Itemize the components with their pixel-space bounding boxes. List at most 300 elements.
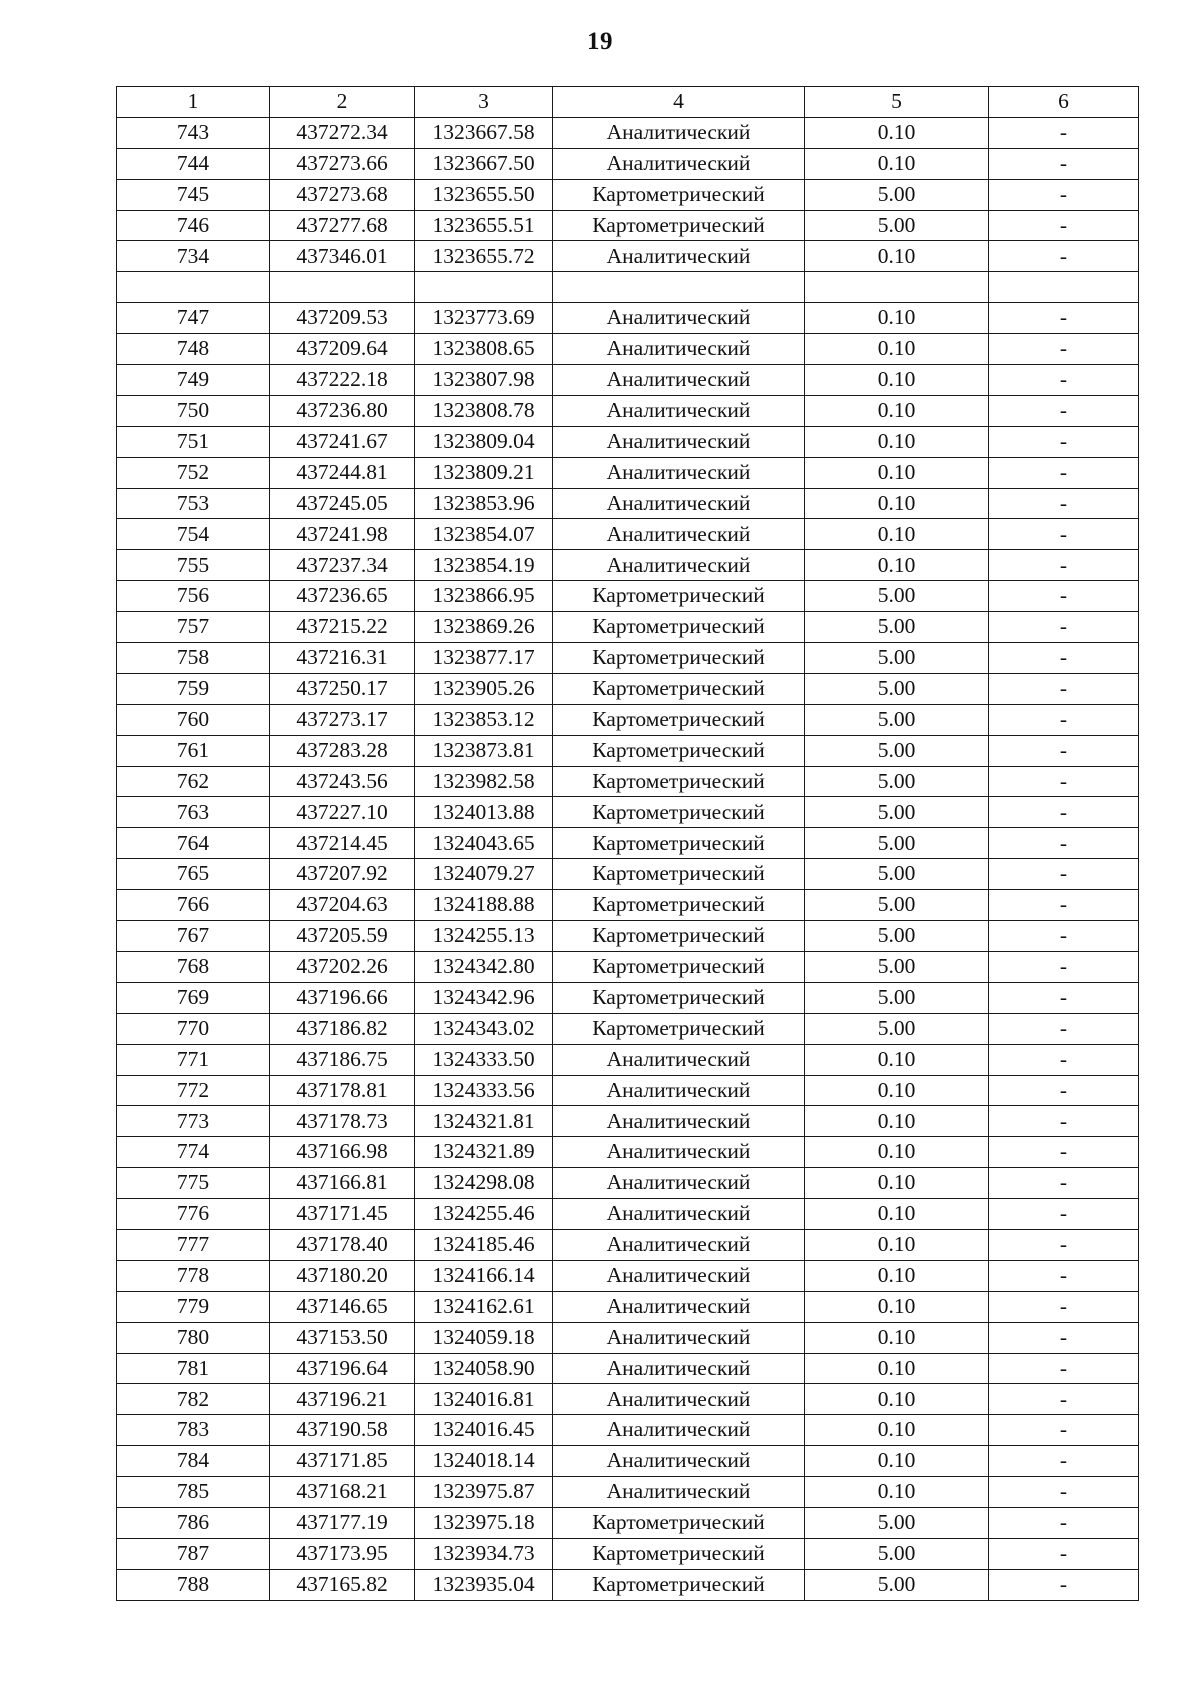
table-row	[117, 581, 1139, 612]
point-number-cell: 783	[117, 1415, 270, 1446]
x-coordinate-cell: 437209.53	[270, 303, 415, 334]
point-number-cell: 779	[117, 1291, 270, 1322]
x-coordinate-cell: 437178.81	[270, 1075, 415, 1106]
y-coordinate-cell: 1324321.89	[415, 1137, 553, 1168]
point-number-cell: 763	[117, 797, 270, 828]
table-row	[117, 1446, 1139, 1477]
y-coordinate-cell: 1323869.26	[415, 612, 553, 643]
accuracy-cell: 0.10	[805, 1199, 989, 1230]
method-cell: Аналитический	[553, 519, 805, 550]
method-cell: Картометрический	[553, 581, 805, 612]
method-cell: Картометрический	[553, 859, 805, 890]
table-row	[117, 1044, 1139, 1075]
table-row	[117, 1291, 1139, 1322]
accuracy-cell: 5.00	[805, 797, 989, 828]
point-number-cell: 766	[117, 890, 270, 921]
method-cell: Картометрический	[553, 1507, 805, 1538]
point-number-cell: 749	[117, 365, 270, 396]
accuracy-cell: 5.00	[805, 179, 989, 210]
table-row	[117, 859, 1139, 890]
x-coordinate-cell: 437180.20	[270, 1260, 415, 1291]
accuracy-cell: 5.00	[805, 921, 989, 952]
table-row	[117, 735, 1139, 766]
note-cell: -	[989, 735, 1139, 766]
note-cell: -	[989, 1415, 1139, 1446]
note-cell: -	[989, 704, 1139, 735]
method-cell: Картометрический	[553, 1013, 805, 1044]
point-number-cell: 773	[117, 1106, 270, 1137]
table-row	[117, 179, 1139, 210]
y-coordinate-cell: 1324079.27	[415, 859, 553, 890]
accuracy-cell: 0.10	[805, 1477, 989, 1508]
table-row	[117, 1415, 1139, 1446]
method-cell: Картометрический	[553, 797, 805, 828]
x-coordinate-cell: 437215.22	[270, 612, 415, 643]
y-coordinate-cell: 1324016.45	[415, 1415, 553, 1446]
method-cell: Аналитический	[553, 334, 805, 365]
y-coordinate-cell: 1323809.21	[415, 457, 553, 488]
y-coordinate-cell: 1324059.18	[415, 1322, 553, 1353]
accuracy-cell: 5.00	[805, 1569, 989, 1600]
y-coordinate-cell: 1323854.07	[415, 519, 553, 550]
point-number-cell: 748	[117, 334, 270, 365]
table-row	[117, 395, 1139, 426]
x-coordinate-cell: 437168.21	[270, 1477, 415, 1508]
y-coordinate-cell: 1323975.87	[415, 1477, 553, 1508]
y-coordinate-cell: 1324162.61	[415, 1291, 553, 1322]
table-row	[117, 1507, 1139, 1538]
table-row	[117, 1013, 1139, 1044]
accuracy-cell: 0.10	[805, 117, 989, 148]
point-number-cell: 756	[117, 581, 270, 612]
note-cell: -	[989, 395, 1139, 426]
point-number-cell: 768	[117, 951, 270, 982]
header-row	[117, 87, 1139, 118]
table-row	[117, 1477, 1139, 1508]
note-cell: -	[989, 179, 1139, 210]
point-number-cell: 774	[117, 1137, 270, 1168]
table-row	[117, 334, 1139, 365]
accuracy-cell: 5.00	[805, 951, 989, 982]
method-cell: Аналитический	[553, 488, 805, 519]
y-coordinate-cell: 1323667.50	[415, 148, 553, 179]
x-coordinate-cell: 437214.45	[270, 828, 415, 859]
point-number-cell: 786	[117, 1507, 270, 1538]
point-number-cell: 776	[117, 1199, 270, 1230]
accuracy-cell: 5.00	[805, 210, 989, 241]
table-row	[117, 673, 1139, 704]
x-coordinate-cell	[270, 272, 415, 303]
accuracy-cell: 0.10	[805, 1168, 989, 1199]
x-coordinate-cell: 437237.34	[270, 550, 415, 581]
y-coordinate-cell: 1323808.78	[415, 395, 553, 426]
note-cell: -	[989, 766, 1139, 797]
x-coordinate-cell: 437177.19	[270, 1507, 415, 1538]
point-number-cell: 765	[117, 859, 270, 890]
x-coordinate-cell: 437250.17	[270, 673, 415, 704]
method-cell: Картометрический	[553, 921, 805, 952]
note-cell: -	[989, 303, 1139, 334]
method-cell: Аналитический	[553, 1415, 805, 1446]
y-coordinate-cell: 1324321.81	[415, 1106, 553, 1137]
note-cell: -	[989, 581, 1139, 612]
point-number-cell: 761	[117, 735, 270, 766]
table-row	[117, 766, 1139, 797]
table-row	[117, 1260, 1139, 1291]
point-number-cell: 782	[117, 1384, 270, 1415]
x-coordinate-cell: 437196.66	[270, 982, 415, 1013]
y-coordinate-cell: 1324342.80	[415, 951, 553, 982]
table-row	[117, 117, 1139, 148]
x-coordinate-cell: 437178.73	[270, 1106, 415, 1137]
y-coordinate-cell: 1324342.96	[415, 982, 553, 1013]
accuracy-cell: 0.10	[805, 488, 989, 519]
note-cell: -	[989, 519, 1139, 550]
accuracy-cell: 5.00	[805, 673, 989, 704]
y-coordinate-cell: 1324255.13	[415, 921, 553, 952]
point-number-cell: 775	[117, 1168, 270, 1199]
note-cell: -	[989, 643, 1139, 674]
table-row	[117, 1353, 1139, 1384]
point-number-cell: 778	[117, 1260, 270, 1291]
point-number-cell: 755	[117, 550, 270, 581]
accuracy-cell: 0.10	[805, 1044, 989, 1075]
accuracy-cell: 0.10	[805, 1446, 989, 1477]
point-number-cell: 751	[117, 426, 270, 457]
point-number-cell: 759	[117, 673, 270, 704]
method-cell: Картометрический	[553, 766, 805, 797]
method-cell: Аналитический	[553, 117, 805, 148]
note-cell: -	[989, 241, 1139, 272]
method-cell: Аналитический	[553, 1137, 805, 1168]
method-cell: Аналитический	[553, 303, 805, 334]
method-cell: Аналитический	[553, 457, 805, 488]
table-row	[117, 241, 1139, 272]
method-cell: Картометрический	[553, 735, 805, 766]
x-coordinate-cell: 437165.82	[270, 1569, 415, 1600]
y-coordinate-cell: 1324333.50	[415, 1044, 553, 1075]
table-row	[117, 550, 1139, 581]
x-coordinate-cell: 437166.81	[270, 1168, 415, 1199]
accuracy-cell: 5.00	[805, 890, 989, 921]
accuracy-cell: 0.10	[805, 334, 989, 365]
x-coordinate-cell: 437272.34	[270, 117, 415, 148]
table-row	[117, 1168, 1139, 1199]
y-coordinate-cell: 1323853.12	[415, 704, 553, 735]
column-header: 5	[805, 87, 989, 118]
x-coordinate-cell: 437171.85	[270, 1446, 415, 1477]
x-coordinate-cell: 437346.01	[270, 241, 415, 272]
note-cell: -	[989, 334, 1139, 365]
x-coordinate-cell: 437207.92	[270, 859, 415, 890]
x-coordinate-cell: 437241.67	[270, 426, 415, 457]
point-number-cell: 772	[117, 1075, 270, 1106]
accuracy-cell: 0.10	[805, 457, 989, 488]
x-coordinate-cell: 437236.65	[270, 581, 415, 612]
note-cell: -	[989, 1538, 1139, 1569]
x-coordinate-cell: 437273.66	[270, 148, 415, 179]
table-row	[117, 1384, 1139, 1415]
point-number-cell: 745	[117, 179, 270, 210]
point-number-cell: 771	[117, 1044, 270, 1075]
x-coordinate-cell: 437186.75	[270, 1044, 415, 1075]
table-row	[117, 1538, 1139, 1569]
point-number-cell: 787	[117, 1538, 270, 1569]
note-cell: -	[989, 117, 1139, 148]
coordinates-table	[116, 86, 1139, 1601]
point-number-cell: 752	[117, 457, 270, 488]
accuracy-cell: 0.10	[805, 148, 989, 179]
accuracy-cell: 0.10	[805, 1260, 989, 1291]
table-body	[117, 117, 1139, 1600]
method-cell: Картометрический	[553, 704, 805, 735]
method-cell: Аналитический	[553, 550, 805, 581]
accuracy-cell: 0.10	[805, 241, 989, 272]
method-cell: Картометрический	[553, 612, 805, 643]
table-row	[117, 148, 1139, 179]
note-cell: -	[989, 1291, 1139, 1322]
y-coordinate-cell: 1324255.46	[415, 1199, 553, 1230]
method-cell: Аналитический	[553, 1291, 805, 1322]
point-number-cell: 734	[117, 241, 270, 272]
x-coordinate-cell: 437205.59	[270, 921, 415, 952]
note-cell: -	[989, 1569, 1139, 1600]
method-cell: Аналитический	[553, 1106, 805, 1137]
point-number-cell: 781	[117, 1353, 270, 1384]
table-row	[117, 1137, 1139, 1168]
accuracy-cell: 5.00	[805, 581, 989, 612]
y-coordinate-cell: 1323866.95	[415, 581, 553, 612]
note-cell: -	[989, 1106, 1139, 1137]
note-cell: -	[989, 859, 1139, 890]
accuracy-cell: 0.10	[805, 365, 989, 396]
y-coordinate-cell: 1324018.14	[415, 1446, 553, 1477]
accuracy-cell: 0.10	[805, 1291, 989, 1322]
y-coordinate-cell: 1323655.50	[415, 179, 553, 210]
accuracy-cell: 0.10	[805, 1229, 989, 1260]
point-number-cell: 769	[117, 982, 270, 1013]
x-coordinate-cell: 437190.58	[270, 1415, 415, 1446]
y-coordinate-cell: 1323809.04	[415, 426, 553, 457]
method-cell: Аналитический	[553, 426, 805, 457]
note-cell: -	[989, 921, 1139, 952]
y-coordinate-cell: 1323807.98	[415, 365, 553, 396]
x-coordinate-cell: 437227.10	[270, 797, 415, 828]
accuracy-cell: 5.00	[805, 859, 989, 890]
point-number-cell: 758	[117, 643, 270, 674]
note-cell: -	[989, 1013, 1139, 1044]
accuracy-cell: 5.00	[805, 735, 989, 766]
table-row	[117, 1229, 1139, 1260]
method-cell: Аналитический	[553, 365, 805, 396]
point-number-cell: 780	[117, 1322, 270, 1353]
method-cell: Аналитический	[553, 1353, 805, 1384]
note-cell: -	[989, 457, 1139, 488]
note-cell: -	[989, 612, 1139, 643]
y-coordinate-cell: 1323773.69	[415, 303, 553, 334]
y-coordinate-cell: 1324058.90	[415, 1353, 553, 1384]
accuracy-cell: 5.00	[805, 643, 989, 674]
table-row	[117, 612, 1139, 643]
point-number-cell: 746	[117, 210, 270, 241]
note-cell: -	[989, 951, 1139, 982]
note-cell: -	[989, 210, 1139, 241]
y-coordinate-cell: 1324016.81	[415, 1384, 553, 1415]
y-coordinate-cell: 1323935.04	[415, 1569, 553, 1600]
method-cell: Аналитический	[553, 1199, 805, 1230]
y-coordinate-cell: 1323905.26	[415, 673, 553, 704]
note-cell: -	[989, 550, 1139, 581]
x-coordinate-cell: 437243.56	[270, 766, 415, 797]
x-coordinate-cell: 437222.18	[270, 365, 415, 396]
note-cell: -	[989, 1384, 1139, 1415]
accuracy-cell: 0.10	[805, 395, 989, 426]
accuracy-cell: 0.10	[805, 1137, 989, 1168]
point-number-cell: 753	[117, 488, 270, 519]
accuracy-cell: 5.00	[805, 828, 989, 859]
accuracy-cell: 0.10	[805, 550, 989, 581]
method-cell: Картометрический	[553, 1538, 805, 1569]
note-cell: -	[989, 1075, 1139, 1106]
method-cell: Аналитический	[553, 1229, 805, 1260]
accuracy-cell: 5.00	[805, 704, 989, 735]
table-row	[117, 643, 1139, 674]
accuracy-cell: 0.10	[805, 1106, 989, 1137]
accuracy-cell: 0.10	[805, 303, 989, 334]
point-number-cell: 744	[117, 148, 270, 179]
note-cell: -	[989, 1137, 1139, 1168]
table-row	[117, 303, 1139, 334]
table-row	[117, 982, 1139, 1013]
method-cell: Аналитический	[553, 148, 805, 179]
y-coordinate-cell: 1323873.81	[415, 735, 553, 766]
table-row	[117, 272, 1139, 303]
note-cell: -	[989, 1322, 1139, 1353]
column-header: 4	[553, 87, 805, 118]
y-coordinate-cell: 1323667.58	[415, 117, 553, 148]
accuracy-cell: 5.00	[805, 1507, 989, 1538]
note-cell: -	[989, 488, 1139, 519]
y-coordinate-cell: 1323655.51	[415, 210, 553, 241]
method-cell: Картометрический	[553, 643, 805, 674]
note-cell: -	[989, 1168, 1139, 1199]
x-coordinate-cell: 437196.21	[270, 1384, 415, 1415]
x-coordinate-cell: 437245.05	[270, 488, 415, 519]
x-coordinate-cell: 437173.95	[270, 1538, 415, 1569]
x-coordinate-cell: 437196.64	[270, 1353, 415, 1384]
point-number-cell: 764	[117, 828, 270, 859]
note-cell: -	[989, 1446, 1139, 1477]
note-cell: -	[989, 1229, 1139, 1260]
note-cell: -	[989, 673, 1139, 704]
x-coordinate-cell: 437273.17	[270, 704, 415, 735]
note-cell: -	[989, 1044, 1139, 1075]
y-coordinate-cell: 1323982.58	[415, 766, 553, 797]
method-cell: Картометрический	[553, 210, 805, 241]
accuracy-cell: 5.00	[805, 1013, 989, 1044]
table-row	[117, 951, 1139, 982]
note-cell: -	[989, 797, 1139, 828]
y-coordinate-cell: 1323854.19	[415, 550, 553, 581]
note-cell: -	[989, 890, 1139, 921]
method-cell: Аналитический	[553, 395, 805, 426]
method-cell: Картометрический	[553, 828, 805, 859]
table-row	[117, 457, 1139, 488]
y-coordinate-cell: 1324166.14	[415, 1260, 553, 1291]
x-coordinate-cell: 437204.63	[270, 890, 415, 921]
table-row	[117, 704, 1139, 735]
accuracy-cell: 0.10	[805, 1384, 989, 1415]
point-number-cell: 743	[117, 117, 270, 148]
method-cell: Картометрический	[553, 951, 805, 982]
accuracy-cell: 0.10	[805, 1075, 989, 1106]
method-cell: Аналитический	[553, 1168, 805, 1199]
point-number-cell: 760	[117, 704, 270, 735]
method-cell: Аналитический	[553, 1075, 805, 1106]
note-cell: -	[989, 1199, 1139, 1230]
x-coordinate-cell: 437244.81	[270, 457, 415, 488]
accuracy-cell: 5.00	[805, 766, 989, 797]
accuracy-cell: 0.10	[805, 426, 989, 457]
point-number-cell: 767	[117, 921, 270, 952]
method-cell: Картометрический	[553, 982, 805, 1013]
point-number-cell: 750	[117, 395, 270, 426]
y-coordinate-cell: 1324013.88	[415, 797, 553, 828]
method-cell: Аналитический	[553, 241, 805, 272]
y-coordinate-cell: 1324333.56	[415, 1075, 553, 1106]
table-row	[117, 1075, 1139, 1106]
method-cell: Аналитический	[553, 1322, 805, 1353]
y-coordinate-cell: 1323853.96	[415, 488, 553, 519]
table-row	[117, 1106, 1139, 1137]
x-coordinate-cell: 437146.65	[270, 1291, 415, 1322]
note-cell: -	[989, 365, 1139, 396]
point-number-cell	[117, 272, 270, 303]
method-cell: Картометрический	[553, 673, 805, 704]
note-cell: -	[989, 982, 1139, 1013]
accuracy-cell: 5.00	[805, 612, 989, 643]
y-coordinate-cell: 1324343.02	[415, 1013, 553, 1044]
x-coordinate-cell: 437209.64	[270, 334, 415, 365]
y-coordinate-cell: 1324043.65	[415, 828, 553, 859]
x-coordinate-cell: 437153.50	[270, 1322, 415, 1353]
y-coordinate-cell: 1323934.73	[415, 1538, 553, 1569]
accuracy-cell: 0.10	[805, 1322, 989, 1353]
point-number-cell: 757	[117, 612, 270, 643]
note-cell: -	[989, 1353, 1139, 1384]
y-coordinate-cell	[415, 272, 553, 303]
point-number-cell: 784	[117, 1446, 270, 1477]
method-cell: Аналитический	[553, 1044, 805, 1075]
x-coordinate-cell: 437277.68	[270, 210, 415, 241]
method-cell: Аналитический	[553, 1446, 805, 1477]
accuracy-cell: 0.10	[805, 519, 989, 550]
x-coordinate-cell: 437202.26	[270, 951, 415, 982]
x-coordinate-cell: 437171.45	[270, 1199, 415, 1230]
column-header: 6	[989, 87, 1139, 118]
table-row	[117, 210, 1139, 241]
y-coordinate-cell: 1324188.88	[415, 890, 553, 921]
x-coordinate-cell: 437236.80	[270, 395, 415, 426]
point-number-cell: 747	[117, 303, 270, 334]
column-header: 3	[415, 87, 553, 118]
table-row	[117, 921, 1139, 952]
note-cell: -	[989, 1260, 1139, 1291]
point-number-cell: 788	[117, 1569, 270, 1600]
method-cell: Картометрический	[553, 179, 805, 210]
table-row	[117, 488, 1139, 519]
x-coordinate-cell: 437241.98	[270, 519, 415, 550]
